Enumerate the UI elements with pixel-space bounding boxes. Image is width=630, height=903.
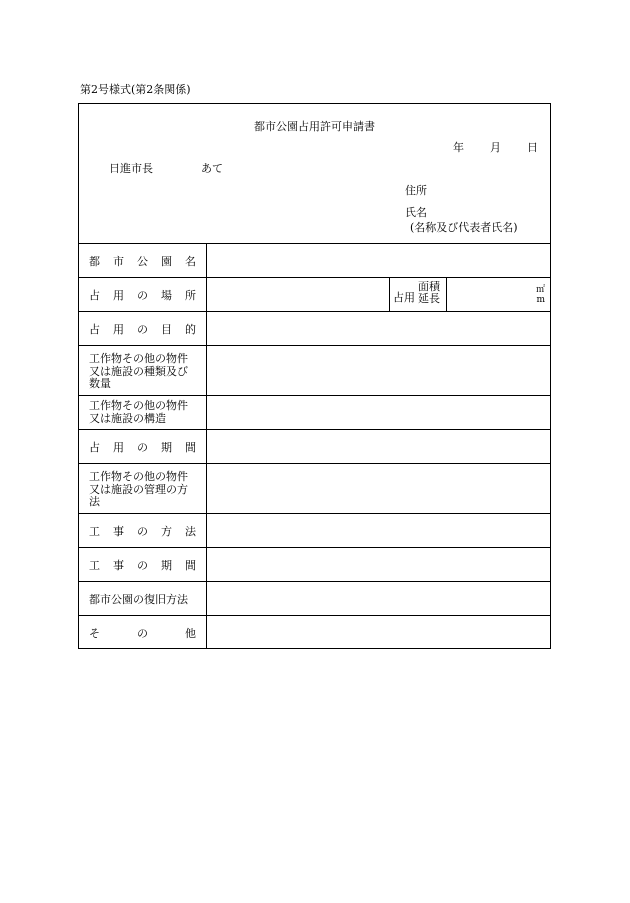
row-restoration-method [79,582,550,616]
form-table [79,244,550,649]
row-structure-build [79,396,550,430]
date-month: 月 [490,141,501,154]
occupy-size-label-cell [389,278,447,311]
row-management-method [79,464,550,514]
label-occupy-period: 占用の期間 [79,430,207,463]
addressee-suffix: あて [201,162,223,175]
row-structure-type [79,346,550,396]
date-year: 年 [453,141,464,154]
label-work-method: 工事の方法 [79,514,207,547]
row-park-name [79,244,550,278]
area-unit: ㎡ [535,285,545,295]
form-number-label: 第2号様式(第2条関係) [80,83,191,96]
application-form [78,103,551,649]
row-work-period [79,548,550,582]
area-label: 面積 [418,280,440,293]
document-title: 都市公園占用許可申請書 [254,120,375,133]
row-occupy-place [79,278,550,312]
form-header [79,104,550,244]
row-work-method [79,514,550,548]
date-line [453,139,538,155]
label-occupy-place: 占用の場所 [79,278,207,311]
row-occupy-purpose [79,312,550,346]
label-work-period: 工事の期間 [79,548,207,581]
row-occupy-period [79,430,550,464]
label-structure-build: 工作物その他の物件 又は施設の構造 [79,396,207,429]
applicant-address-label: 住所 [405,184,427,197]
label-management-method: 工作物その他の物件 又は施設の管理の方 法 [79,464,207,513]
label-restoration-method: 都市公園の復旧方法 [79,582,207,615]
applicant-name-label: 氏名 [405,206,427,219]
length-label: 延長 [418,292,440,305]
label-park-name: 都市公園名 [79,244,207,277]
row-other [79,616,550,649]
occupy-prefix: 占用 [393,291,415,304]
label-structure-type: 工作物その他の物件 又は施設の種類及び 数量 [79,346,207,395]
addressee: 日進市長 [109,162,153,175]
label-other: その他 [79,616,207,649]
date-day: 日 [527,141,538,154]
length-unit: m [536,295,545,305]
applicant-name-note: (名称及び代表者氏名) [410,221,518,234]
label-occupy-purpose: 占用の目的 [79,312,207,345]
